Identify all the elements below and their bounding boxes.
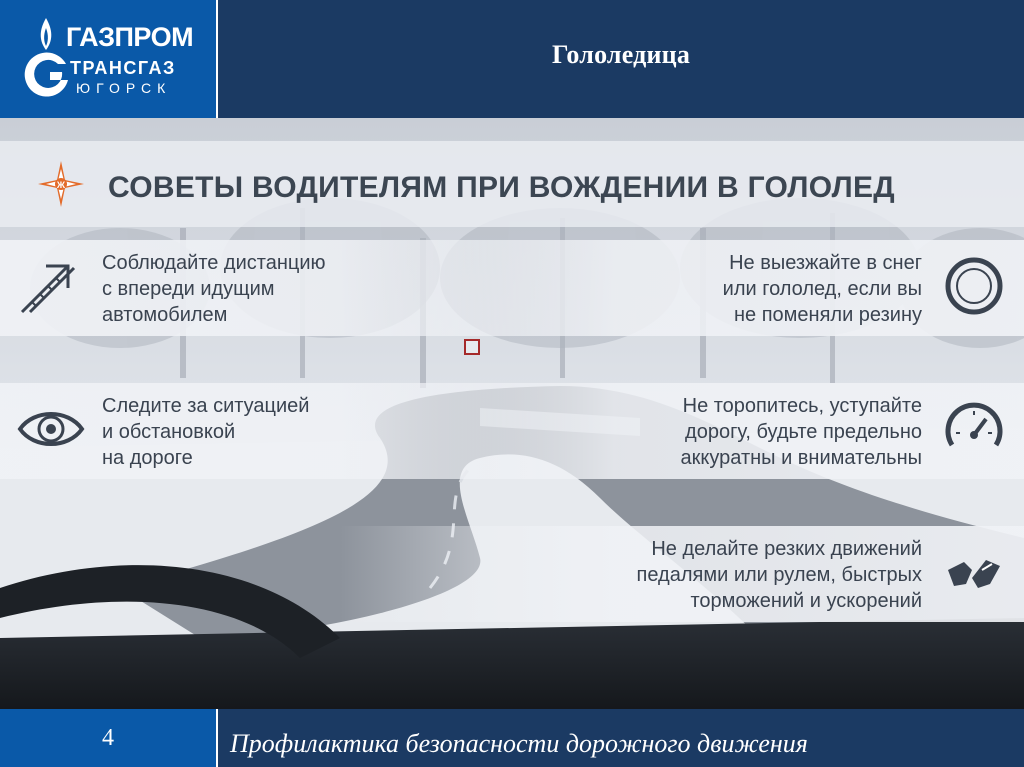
footer-caption-box xyxy=(218,709,1024,767)
tip-no-hurry xyxy=(340,383,1024,479)
hands-steering-icon xyxy=(942,540,1006,604)
page-number: 4 xyxy=(102,725,114,751)
company-logo xyxy=(0,0,216,118)
tip-line: Не торопитесь, уступайте xyxy=(682,395,922,417)
tip-smooth-driving-text xyxy=(637,536,922,614)
tip-line: аккуратны и внимательны xyxy=(680,447,922,469)
tip-winter-tires-text xyxy=(723,250,922,328)
tip-line: педалями или рулем, быстрых xyxy=(636,564,922,586)
svg-text:Ж: Ж xyxy=(56,180,66,190)
tip-line: торможений и ускорений xyxy=(690,590,922,612)
tip-keep-distance-text xyxy=(102,250,326,328)
tip-line: автомобилем xyxy=(102,304,228,326)
tip-no-hurry-text xyxy=(681,393,922,471)
tip-line: Не выезжайте в снег xyxy=(729,252,922,274)
diagonal-arrow-icon xyxy=(16,254,80,318)
slide-title: Гололедица xyxy=(551,40,691,69)
tip-line: и обстановкой xyxy=(102,421,236,443)
tip-line: Соблюдайте дистанцию xyxy=(102,252,326,274)
tip-line: Следите за ситуацией xyxy=(102,395,310,417)
tip-line: на дороге xyxy=(102,447,193,469)
compass-star-icon xyxy=(38,161,84,207)
tip-smooth-driving xyxy=(340,526,1024,622)
tip-line: не поменяли резину xyxy=(733,304,922,326)
footer-caption: Профилактика безопасности дорожного движения xyxy=(230,729,808,758)
tip-line: с впереди идущим xyxy=(102,278,275,300)
tips-banner xyxy=(0,141,1024,227)
slide-footer xyxy=(0,709,1024,767)
slide-header xyxy=(0,0,1024,118)
tip-line: или гололед, если вы xyxy=(722,278,922,300)
tips-banner-title: СОВЕТЫ ВОДИТЕЛЯМ ПРИ ВОЖДЕНИИ В ГОЛОЛЕД xyxy=(108,171,895,204)
logo-line1: ГАЗПРОМ xyxy=(66,22,194,52)
tip-watch-road-text xyxy=(102,393,309,471)
logo-line2: ТРАНСГАЗ xyxy=(70,58,176,78)
tip-line: Не делайте резких движений xyxy=(651,538,922,560)
title-bar xyxy=(218,0,1024,118)
logo-line3: ЮГОРСК xyxy=(76,80,172,96)
winter-road-infographic xyxy=(0,118,1024,709)
tire-icon xyxy=(942,254,1006,318)
eye-icon xyxy=(16,397,86,461)
page-number-box xyxy=(0,709,216,767)
tip-line: дорогу, будьте предельно xyxy=(685,421,922,443)
speedometer-icon xyxy=(942,397,1006,461)
tip-winter-tires xyxy=(340,240,1024,336)
